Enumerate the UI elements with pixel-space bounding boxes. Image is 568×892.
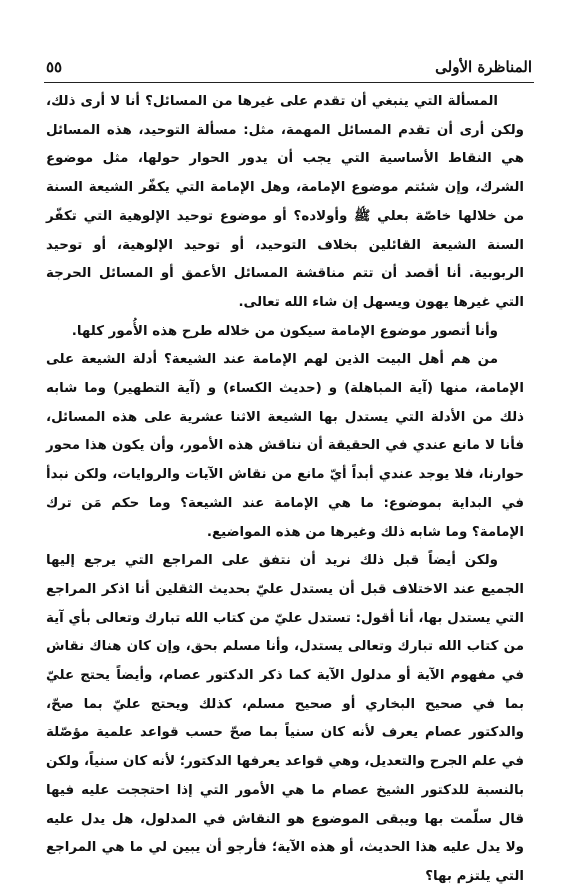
paragraph: وأنا أتصور موضوع الإمامة سيكون من خلاله طرح هذه الأُمور كلها. bbox=[71, 323, 498, 339]
page-number: ٥٥ bbox=[46, 58, 63, 76]
page-header bbox=[46, 56, 532, 80]
paragraph: المسألة التي ينبغي أن تقدم على غيرها من المسائل؟ أنا لا أرى ذلك، ولكن أرى أن تقدم المسائل المهمة، مثل: مسألة التوحيد، هذه المسائل هي النقاط الأساسية التي يجب أن يدور الحوار حولها، مثل موضوع الشرك، وإن شئتم موضوع الإمامة، وهل الإمامة التي يكفّر الشيعة السنة من خلالها خاصّة بعلي ﷺ وأولاده؟ أو موضوع توحيد الإلوهية التي تكفّر السنة الشيعة القائلين بخلاف التوحيد، أو توحيد الإلوهية، أو توحيد الربوبية. أنا أقصد أن تتم مناقشة المسائل الأعمق أو المسائل الحرجة التي غيرها يهون ويسهل إن شاء الله تعالى. bbox=[46, 94, 524, 310]
paragraph: من هم أهل البيت الذين لهم الإمامة عند الشيعة؟ أدلة الشيعة على الإمامة، منها (آية المباهلة) و (حديث الكساء) و (آية التطهير) وما شابه ذلك من الأدلة التي يستدل بها الشيعة الاثنا عشرية على هذه المسائل، فأنا لا مانع عندي في الحقيقة أن نناقش هذه الأمور، وأن يكون هذا محور حوارنا، فلا يوجد عندي أبداً أيّ مانع من نقاش الآيات والروايات، ولكن نبدأ في البداية بموضوع: ما هي الإمامة عند الشيعة؟ وما حكم مَن ترك الإمامة؟ وما شابه ذلك وغيرها من هذه المواضيع. bbox=[46, 352, 524, 540]
chapter-title: المناظرة الأولى bbox=[435, 58, 532, 76]
paragraph: ولكن أيضاً قبل ذلك نريد أن نتفق على المراجع التي يرجع إليها الجميع عند الاختلاف قبل أن يستدل عليّ بحديث الثقلين أنا اذكر المراجع التي يستدل بها، أنا أقول: تستدل عليّ من كتاب الله تبارك وتعالى بأي آية من كتاب الله تبارك وتعالى يستدل، وأنا مسلم بحق، وإن كان هناك نقاش في مفهوم الآية أو مدلول الآية كما ذكر الدكتور عصام، وأيضاً يحتج عليّ بما في صحيح البخاري أو صحيح مسلم، كذلك ويحتج عليّ بما صحّ، والدكتور عصام يعرف لأنه كان سنياً بما صحّ حسب قواعد علمية مؤصّلة في علم الجرح والتعديل، وهي قواعد يعرفها الدكتور؛ لأنه كان سنياً، ولكن بالنسبة للدكتور الشيخ عصام ما هي الأمور التي إذا احتججت عليه فيها قال سلّمت بها ويبقى الموضوع هو النقاش في المدلول، هل يدل عليه ولا يدل عليه هذا الحديث، أو هذه الآية؛ فأرجو أن يبين لي ما هي المراجع التي يلتزم بها؟ bbox=[46, 553, 524, 884]
body-text bbox=[46, 88, 524, 892]
header-divider bbox=[44, 82, 534, 83]
